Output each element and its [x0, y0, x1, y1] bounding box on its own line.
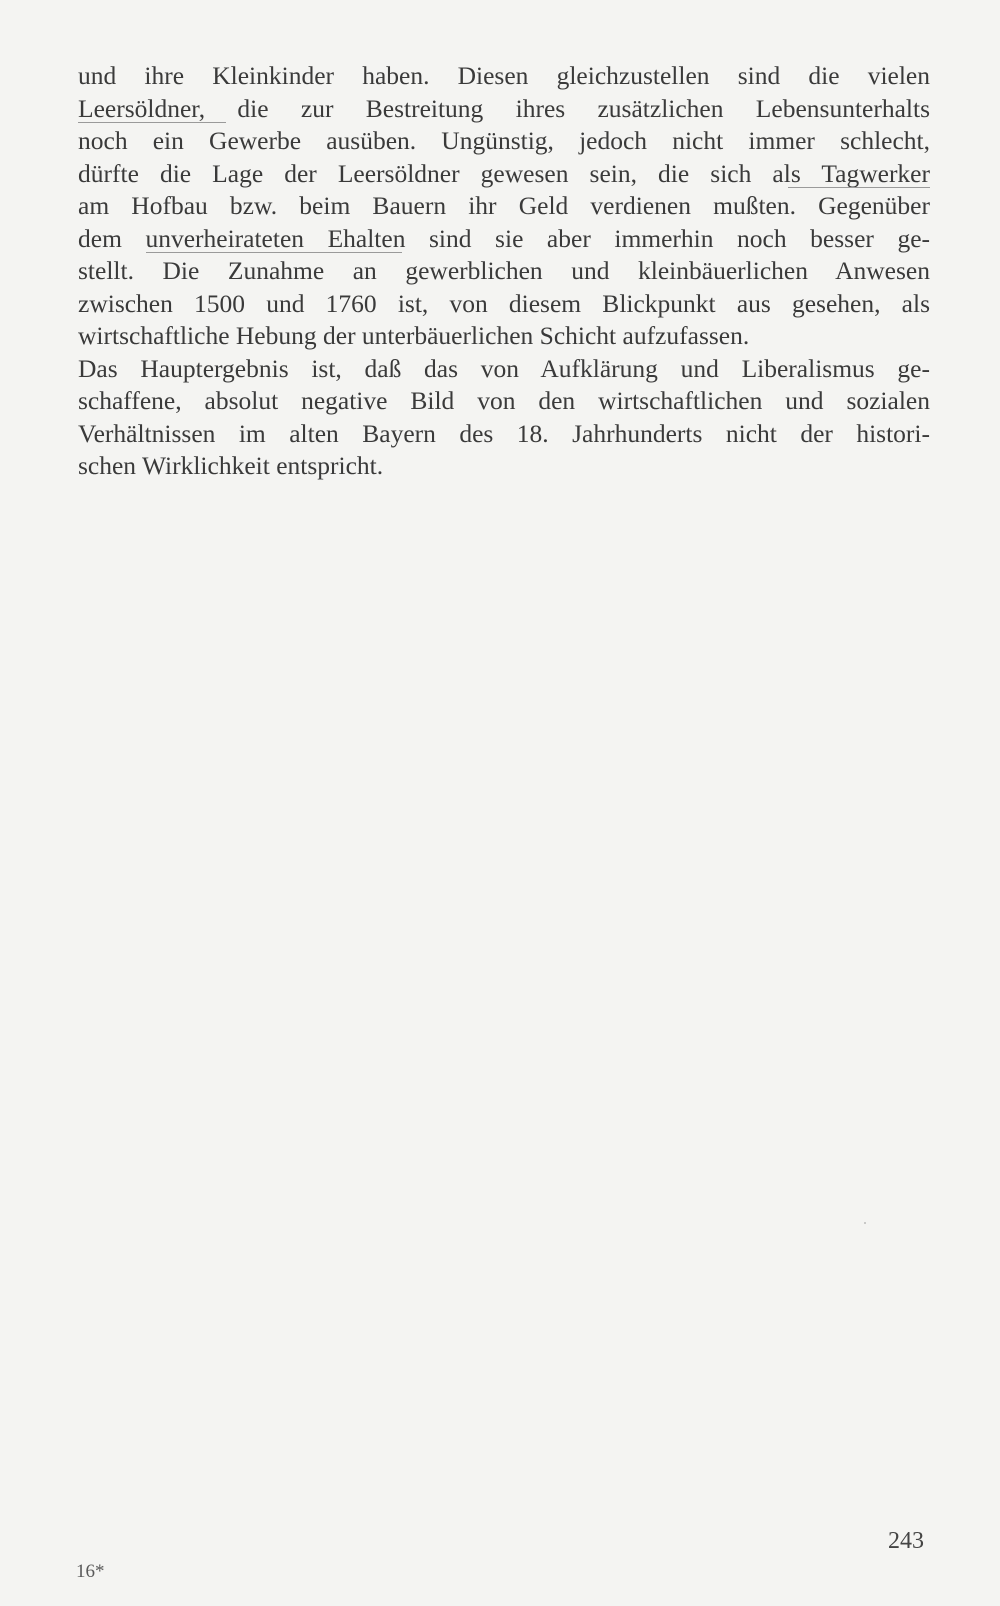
body-text — [78, 60, 930, 483]
text-line: zwischen 1500 und 1760 ist, von diesem Blickpunkt aus gesehen, als — [78, 288, 930, 318]
pencil-underline — [78, 122, 226, 123]
text-line: noch ein Gewerbe ausüben. Ungünstig, jedoch nicht immer schlecht, — [78, 126, 930, 155]
text-line: schaffene, absolut negative Bild von den wirtschaftlichen und sozialen — [78, 386, 930, 415]
paragraph-last-line: schen Wirklichkeit entspricht. — [78, 451, 384, 480]
paper-speck — [864, 1222, 866, 1224]
text-line: und ihre Kleinkinder haben. Diesen gleichzustellen sind die vielen — [78, 61, 930, 90]
page-number: 243 — [888, 1528, 924, 1554]
text-line: Das Hauptergebnis ist, daß das von Aufklärung und Liberalismus ge- — [78, 353, 930, 383]
text-line: stellt. Die Zunahme an gewerblichen und kleinbäuerlichen Anwesen — [78, 256, 930, 285]
text-line: Verhältnissen im alten Bayern des 18. Jahrhunderts nicht der histori- — [78, 418, 930, 448]
text-line: dem unverheirateten Ehalten sind sie aber immerhin noch besser ge- — [78, 223, 930, 253]
paragraph-last-line: wirtschaftliche Hebung der unterbäuerlichen Schicht aufzufassen. — [78, 321, 750, 350]
pencil-underline — [146, 252, 402, 253]
signature-mark: 16* — [76, 1561, 105, 1582]
text-line: Leersöldner, die zur Bestreitung ihres zusätzlichen Lebensunterhalts — [78, 93, 930, 123]
pencil-underline — [788, 187, 930, 188]
text-line: am Hofbau bzw. beim Bauern ihr Geld verdienen mußten. Gegenüber — [78, 191, 930, 220]
text-line: dürfte die Lage der Leersöldner gewesen sein, die sich als Tagwerker — [78, 158, 930, 188]
